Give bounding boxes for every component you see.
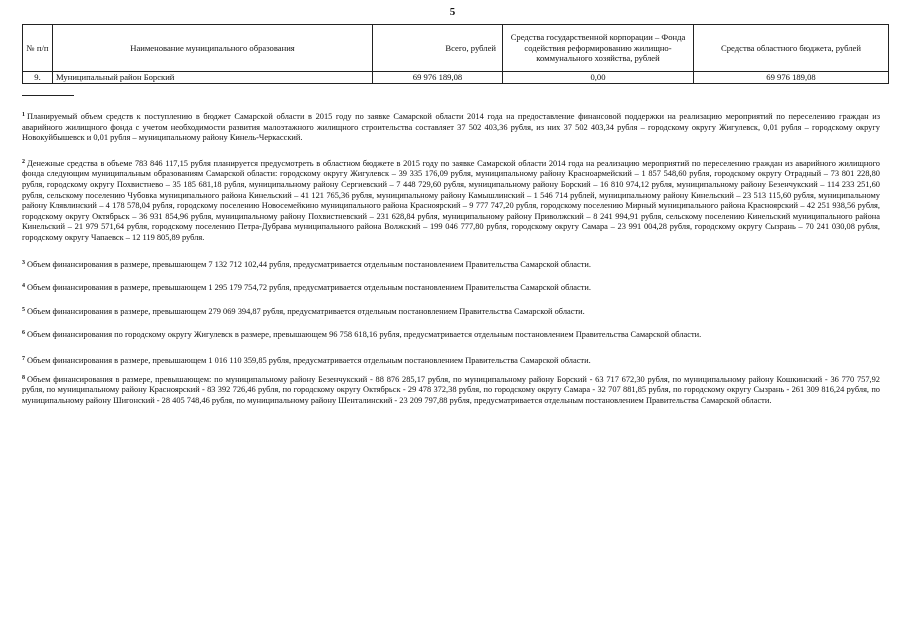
row-num: 9. xyxy=(23,72,53,84)
footnote-text: Объем финансирования в размере, превышающем 1 016 110 359,85 рубля, предусматривается отдельным постановлением Правительства Самарской области. xyxy=(27,355,591,365)
footnote-7 xyxy=(22,354,880,367)
footnote-mark: 2 xyxy=(22,158,25,165)
header-fund: Средства государственной корпорации – Фонда содействия реформированию жилищно-коммунального хозяйства, рублей xyxy=(503,25,694,72)
table-header-row xyxy=(23,25,889,72)
footnote-mark: 4 xyxy=(22,283,25,290)
footnote-5 xyxy=(22,305,880,318)
footnote-mark: 7 xyxy=(22,355,25,362)
footnote-2 xyxy=(22,157,880,244)
footnote-text: Планируемый объем средств к поступлению в бюджет Самарской области в 2015 году по заявке Самарской области 2014 года на предоставление финансовой поддержки на реализацию мероприятий по переселению граждан из аварийного жилищного фонда с учетом необходимости развития малоэтажного жилищного строительства составляет 37 502 403,36 рубля, из них 37 502 403,34 рубля – городскому округу Жигулевск, 0,01 рубля – городскому округу Новокуйбышевск и 0,01 рубля – муниципальному району Кинель-Черкасский. xyxy=(22,112,880,143)
footnote-mark: 8 xyxy=(22,374,25,381)
header-total: Всего, рублей xyxy=(373,25,503,72)
row-fund: 0,00 xyxy=(503,72,694,84)
budget-table xyxy=(22,24,889,84)
header-regional: Средства областного бюджета, рублей xyxy=(694,25,889,72)
footnote-mark: 1 xyxy=(22,112,25,118)
header-name: Наименование муниципального образования xyxy=(53,25,373,72)
row-name: Муниципальный район Борский xyxy=(53,72,373,84)
header-num: № п/п xyxy=(23,25,53,72)
footnote-3 xyxy=(22,258,880,271)
footnotes xyxy=(22,110,880,406)
table-row xyxy=(23,72,889,84)
row-total: 69 976 189,08 xyxy=(373,72,503,84)
footnote-mark: 6 xyxy=(22,330,25,337)
footnote-8 xyxy=(22,373,880,407)
row-regional: 69 976 189,08 xyxy=(694,72,889,84)
footnote-mark: 3 xyxy=(22,259,25,266)
footnote-text: Объем финансирования по городскому округу Жигулевск в размере, превышающем 96 758 618,16 рубля, предусматривается отдельным постановлением Правительства Самарской области. xyxy=(27,330,702,340)
footnote-text: Объем финансирования в размере, превышающем: по муниципальному району Безенчукский - 88 876 285,17 рубля, по муниципальному району Борский - 63 717 672,30 рубля, по муниципальному району Кошкинский - 36 770 757,92 рубля, по муниципальному району Красноярский - 83 392 726,46 рубля, по городскому округу Октябрьск - 29 478 372,38 рубля, по городскому округу Самара - 32 707 881,85 рубля, по городскому округу Сызрань - 261 309 816,24 рубля, по муниципальному району Шигонский - 28 405 748,46 рубля, по муниципальному району Шенталинский - 23 209 797,88 рубля, предусматривается отдельным постановлением Правительства Самарской области. xyxy=(22,374,880,405)
footnote-text: Объем финансирования в размере, превышающем 1 295 179 754,72 рубля, предусматривается отдельным постановлением Правительства Самарской области. xyxy=(27,283,591,293)
footnote-mark: 5 xyxy=(22,306,25,313)
footnote-4 xyxy=(22,281,880,294)
footnote-text: Объем финансирования в размере, превышающем 7 132 712 102,44 рубля, предусматривается отдельным постановлением Правительства Самарской области. xyxy=(27,259,591,269)
footnote-1 xyxy=(22,110,880,144)
footnote-text: Объем финансирования в размере, превышающем 279 069 394,87 рубля, предусматривается отдельным постановлением Правительства Самарской области. xyxy=(27,306,585,316)
footnote-text: Денежные средства в объеме 783 846 117,15 рубля планируется предусмотреть в областном бюджете в 2015 году по заявке Самарской области 2014 года на реализацию мероприятий по переселению граждан из аварийного жилищного фонда следующим муниципальным образованиям Самарской области: городскому округу Жигулевск – 39 335 176,09 рубля, муниципальному району Красноармейский – 1 857 548,60 рубля, городскому округу Отрадный – 73 801 228,80 рубля, городскому округу Похвистнево – 35 185 681,18 рубля, муниципальному району Сергиевский – 7 448 729,60 рубля, муниципальному району Борский – 16 810 974,12 рубля, муниципальному району Безенчукский – 114 233 251,60 рубля, сельскому поселению Чубовка муниципального района Кинельский – 41 121 765,36 рубля, муниципальному району Камышлинский – 1 546 714 рублей, муниципальному району Кинельский – 23 513 115,60 рубля, муниципальному району Клявлинский – 4 178 578,04 рубля, городскому поселению Новосемейкино муниципального района Красноярский – 9 777 747,20 рубля, городскому поселению Мирный муниципального района Красноярский – 42 251 938,56 рубля, городскому округу Октябрьск – 36 931 854,96 рубля, муниципальному району Похвистневский – 231 628,84 рубля, муниципальному району Приволжский – 8 241 994,91 рубля, сельскому поселению Кинельский муниципального района Кинельский – 21 979 571,64 рубля, городскому поселению Петра-Дубрава муниципального района Волжский – 199 046 777,80 рубля, городскому округу Самара – 23 991 004,28 рубля, городскому округу Сызрань – 70 241 030,08 рубля, городскому округу Чапаевск – 12 119 805,89 рубля. xyxy=(22,158,880,242)
footnote-separator xyxy=(22,95,74,96)
page-number: 5 xyxy=(449,6,456,18)
footnote-6 xyxy=(22,328,880,341)
